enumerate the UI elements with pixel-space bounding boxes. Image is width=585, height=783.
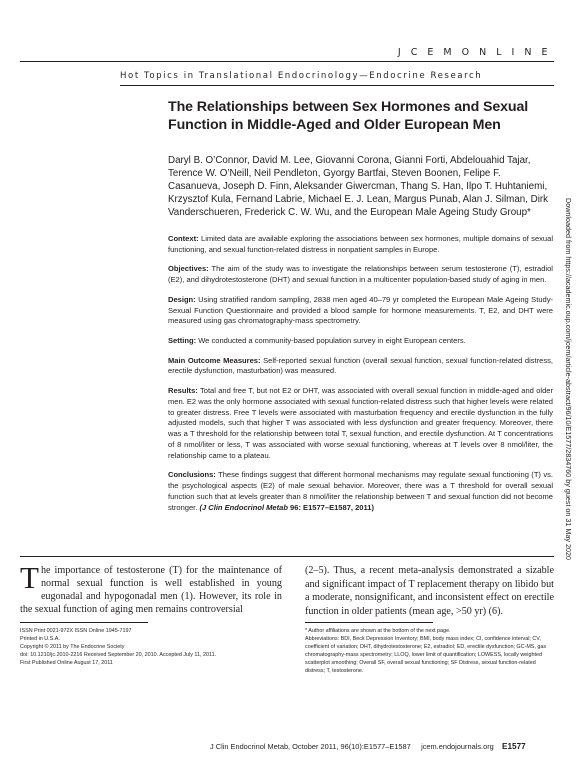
abstract-design [168,295,553,327]
abstract-outcome [168,356,553,378]
publication-metadata [20,628,282,668]
affiliation-footnote: * Author affiliations are shown at the bottom of the next page. [305,628,451,634]
context-label: Context: [168,234,199,243]
page-footer [210,742,550,751]
top-rule [20,61,554,62]
results-label: Results: [168,385,198,395]
download-watermark: Downloaded from https://academic.oup.com/jcem/article-abstract/96/10/E1577/2834760 by guest on 31 May 2020 [564,198,573,560]
issn-line: ISSN Print 0021-972X ISSN Online 1945-7197 [20,628,132,634]
drop-cap: T [20,560,39,595]
body-rule [20,556,554,557]
design-text: Using stratified random sampling, 2838 men aged 40–79 yr completed the European Male Ageing Study-Sexual Function Questionnaire and provided a blood sample for hormone measurements. T, E2, and DHT were measured using gas chromatography-mass spectrometry. [168,294,553,326]
results-text: Total and free T, but not E2 or DHT, was associated with overall sexual function in middle-aged and older men. E2 was the only hormone associated with sexual function-related distress such that higher levels were related to greater distress. Free T levels were associated with masturbation frequency and erectile dysfunction in the fully adjusted models, such that higher T was associated with less dysfunction and greater frequency. Moreover, there was a T threshold for the relationship between total T, sexual function, and erectile dysfunction. At T concentrations of 8 nmol/liter or less, T was associated with worse sexual functioning, whereas at T levels over 8 nmol/liter, the relationship came to a plateau. [168,385,553,460]
design-label: Design: [168,294,196,304]
abstract-objectives [168,264,553,286]
abstract-results [168,386,553,462]
abstract-conclusions [168,470,553,513]
citation-italic: (J Clin Endocrinol Metab [199,502,288,512]
section-rule [120,85,554,86]
abstract-context [168,234,553,256]
footnote-rule [305,622,433,623]
footnotes [305,628,554,675]
journal-tag: J C E M O N L I N E [397,47,551,58]
context-text: Limited data are available exploring the associations between sex hormones, multiple domains of sexual functioning, and sexual function-related distress in nonpatient samples in Europe. [168,234,553,254]
abstract-setting [168,336,553,347]
section-heading: Hot Topics in Translational Endocrinology—Endocrine Research [120,71,483,81]
article-title: The Relationships between Sex Hormones and Sexual Function in Middle-Aged and Older European Men [168,99,529,133]
page-number: E1577 [502,742,526,751]
conclusions-label: Conclusions: [168,470,216,480]
abbreviations-footnote: Abbreviations: BDI, Beck Depression Inventory; BMI, body mass index; CI, confidence interval; CV, coefficient of variation; DHT, dihydrotestosterone; E2, estradiol; ED, erectile dysfunction; GC-MS, gas chromatography-mass spectrometry; LLOQ, lower limit of quantification; LOWESS, locally weighted scatterplot smoothing; Overall SF, overall sexual functioning; SF Distress, sexual function-related distress; T, testosterone. [305,635,547,674]
body-left-text: he importance of testosterone (T) for the maintenance of normal sexual function is well established in young eugonadal and hypogonadal men (1). However, its role in the sexual function of aging men remains controversial [20,565,282,615]
doi-line: doi: 10.1210/jc.2010-2216 Received September 20, 2010. Accepted July 11, 2011. [20,651,217,658]
setting-text: We conducted a community-based population survey in eight European centers. [196,335,466,345]
outcome-text: Self-reported sexual function (overall sexual function, sexual function-related distress, erectile dysfunction, masturbation) was measured. [168,355,553,376]
body-column-left [20,560,282,616]
objectives-text: The aim of the study was to investigate the relationships between serum testosterone (T), estradiol (E2), and dihydrotestosterone (DHT) and sexual function in a multicenter population-based study of aging in men. [168,264,553,285]
objectives-label: Objectives: [168,264,209,274]
copyright-line: Copyright © 2011 by The Endocrine Society [20,643,125,650]
abstract [168,234,553,522]
setting-label: Setting: [168,335,197,345]
published-online-line: First Published Online August 17, 2011 [20,659,113,666]
printed-line: Printed in U.S.A. [20,635,60,642]
citation-tail: 96: E1577–E1587, 2011) [287,502,374,512]
author-list: Daryl B. O’Connor, David M. Lee, Giovanni Corona, Gianni Forti, Abdelouahid Tajar, Terence W. O’Neill, Neil Pendleton, Gyorgy Bartfai, Steven Boonen, Felipe F. Casanueva, Joseph D. Finn, Aleksander Giwercman, Thang S. Han, Ilpo T. Huhtaniemi, Krzysztof Kula, Fernand Labrie, Michael E. J. Lean, Margus Punab, Alan J. Silman, Dirk Vanderschueren, Frederick C. W. Wu, and the European Male Ageing Study Group* [168,155,549,218]
meta-rule [20,622,148,623]
outcome-label: Main Outcome Measures: [168,355,261,365]
footer-site[interactable]: jcem.endojournals.org [421,742,494,751]
footer-citation: J Clin Endocrinol Metab, October 2011, 96(10):E1577–E1587 [210,742,411,751]
body-column-right: (2–5). Thus, a recent meta-analysis demonstrated a sizable and significant impact of T replacement therapy on libido but a moderate, nonsignificant, and inconsistent effect on erectile function in older patients (mean age, >50 yr) (6). [305,565,554,617]
conclusions-text: These findings suggest that different hormonal mechanisms may regulate sexual functioning (T) vs. the psychological aspects (E2) of male sexual behavior. Moreover, there was a T threshold for overall sexual function such that at levels greater than 8 nmol/liter the relationship between T and sexual function did not become stronger. [168,470,553,512]
